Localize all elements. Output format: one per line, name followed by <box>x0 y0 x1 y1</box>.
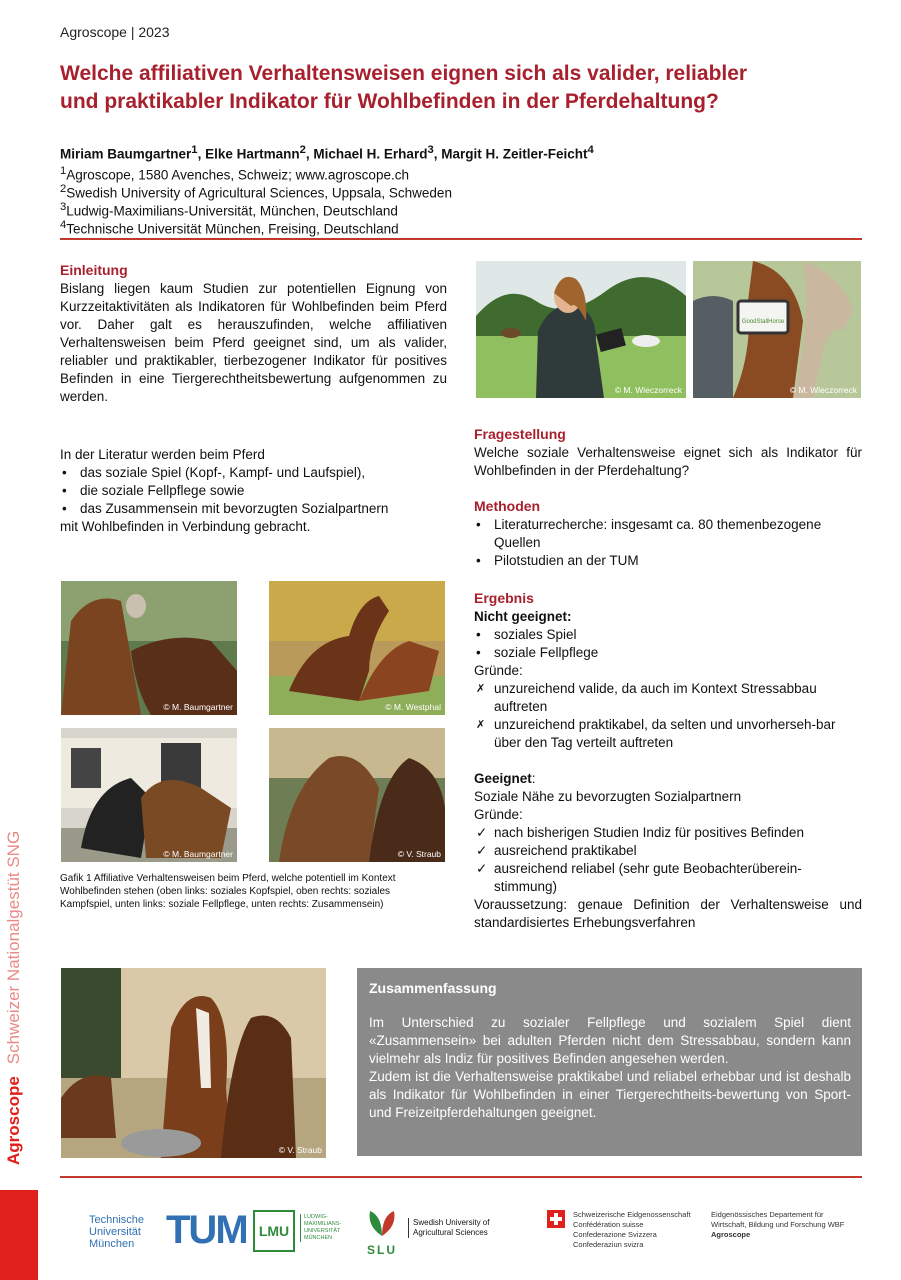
tum-text-line: München <box>89 1238 135 1250</box>
author-sup: 4 <box>587 144 594 156</box>
photo-credit: © M. Baumgartner <box>163 849 233 859</box>
list-item <box>474 680 862 716</box>
photo-credit: © M. Wieczorreck <box>789 385 857 395</box>
methoden-item: Pilotstudien an der TUM <box>494 553 639 568</box>
summary-paragraph-2: Zudem ist die Verhaltensweise praktikabel und reliabel erhebbar und ist deshalb als Indikator für Wohlbefinden in einer Tiergerechtheits-bewertung von Sport- und Freizeitpferdehaltungen geeignet. <box>369 1069 851 1120</box>
tum-text-line: Technische <box>89 1214 145 1226</box>
list-item: • soziale Fellpflege <box>476 645 599 660</box>
poster-title <box>60 60 860 116</box>
photo-credit: © M. Westphal <box>385 702 441 712</box>
lmu-text-line: LUDWIG- <box>304 1214 328 1220</box>
methoden-list <box>474 516 862 570</box>
photo-fight-play <box>269 581 445 715</box>
photo-credit: © V. Straub <box>397 849 441 859</box>
affiliation <box>60 216 399 239</box>
not-reason: unzureichend valide, da auch im Kontext Stressabbau auftreten <box>494 681 817 714</box>
photo-together <box>269 728 445 862</box>
methoden-heading: Methoden <box>474 498 541 514</box>
affiliation-sup: 3 <box>60 201 67 213</box>
author-sup: 3 <box>427 144 434 156</box>
not-suitable-item: soziale Fellpflege <box>494 645 599 660</box>
author-name: Margit H. Zeitler-Feicht <box>441 146 588 162</box>
slu-text-line: Swedish University of <box>413 1218 490 1227</box>
suitable-colon: : <box>531 771 536 786</box>
side-brand: Agroscope <box>4 1076 23 1165</box>
figure-caption: Gafik 1 Affiliative Verhaltensweisen beim Pferd, welche potentiell im Kontext Wohlbefinden stehen (oben links: soziales Kopfspiel, oben rechts: soziales Kampfspiel, unten links: soziale Fellpflege, unten rechts: Zusammensein) <box>60 873 396 910</box>
list-item: • Pilotstudien an der TUM <box>476 553 639 568</box>
author-name: Michael H. Erhard <box>313 146 428 162</box>
suitable-text: Soziale Nähe zu bevorzugten Sozialpartnern <box>474 789 742 804</box>
reasons-label: Gründe: <box>474 807 523 822</box>
einleitung-text: Bislang liegen kaum Studien zur potentiellen Eignung von Kurzzeitaktivitäten als Indikatoren für Wohlbefinden beim Pferd vor. Daher galt es herauszufinden, welche affiliativen Verhaltensweisen beim Pferd geeignet sind, um als valider, reliabler und praktikabler, tierbezogener Indikator für positives Befinden in eine Tiergerechtheitsbewertung aufgenommen zu werden. <box>60 281 447 404</box>
tum-text <box>89 1214 144 1250</box>
photo-art <box>61 581 237 715</box>
photo-credit: © V. Straub <box>278 1145 322 1155</box>
cross-icon: ✗ <box>476 683 486 695</box>
slu-text <box>408 1218 489 1238</box>
photo-grooming <box>61 728 237 862</box>
title-line-2: und praktikabler Indikator für Wohlbefinden in der Pferdehaltung? <box>60 90 719 113</box>
photo-art <box>269 728 445 862</box>
photo-credit: © M. Wieczorreck <box>614 385 682 395</box>
suitable-label <box>474 770 862 788</box>
reasons-label: Gründe: <box>474 663 523 678</box>
department-text <box>711 1210 844 1240</box>
slu-text-line: Agricultural Sciences <box>413 1228 488 1237</box>
not-suitable-label: Nicht geeignet: <box>474 609 572 624</box>
list-item: • die soziale Fellpflege sowie <box>62 483 245 498</box>
dept-line: Eidgenössisches Departement für <box>711 1210 824 1219</box>
author-list: Miriam Baumgartner$^1$, Elke Hartmann$^2$, Michael H. Erhard$^3$, Margit H. Zeitler-Feicht$^4$ <box>60 144 594 162</box>
list-item: • soziales Spiel <box>476 627 577 642</box>
title-line-1: Welche affiliativen Verhaltensweisen eignen sich als valider, reliabler <box>60 62 748 85</box>
list-item <box>474 824 862 842</box>
literature-item: das Zusammensein mit bevorzugten Sozialpartnern <box>80 501 389 516</box>
dept-agroscope: Agroscope <box>711 1230 751 1239</box>
tum-text-line: Universität <box>89 1226 141 1238</box>
list-item: • das soziale Spiel (Kopf-, Kampf- und Laufspiel), <box>62 465 366 480</box>
swiss-line: Confédération suisse <box>573 1220 644 1229</box>
affiliation-text: Technische Universität München, Freising, Deutschland <box>66 221 399 237</box>
fragestellung-text: Welche soziale Verhaltensweise eignet sich als Indikator für Wohlbefinden in der Pferdehaltung? <box>474 445 862 478</box>
divider-bottom <box>60 1176 862 1178</box>
affiliation-sup: 1 <box>60 165 67 177</box>
swiss-line: Confederaziun svizra <box>573 1240 644 1249</box>
literature-intro: In der Literatur werden beim Pferd <box>60 447 265 462</box>
photo-two-horses <box>61 968 326 1158</box>
cross-icon: ✗ <box>476 719 486 731</box>
affiliation-text: Agroscope, 1580 Avenches, Schweiz; www.agroscope.ch <box>66 167 409 183</box>
not-reason: unzureichend praktikabel, da selten und unvorherseh-bar über den Tag verteilt auftreten <box>494 717 836 750</box>
org-year: Agroscope | 2023 <box>60 24 170 40</box>
list-item: • das Zusammensein mit bevorzugten Sozialpartnern <box>62 501 389 516</box>
suitable-label-text: Geeignet <box>474 771 532 786</box>
literature-item: das soziale Spiel (Kopf-, Kampf- und Laufspiel), <box>80 465 366 480</box>
methoden-item: Literaturrecherche: insgesamt ca. 80 themenbezogene Quellen <box>494 517 822 550</box>
yes-reason: ausreichend praktikabel <box>494 843 637 858</box>
swiss-flag-icon <box>547 1210 565 1228</box>
lmu-text-line: UNIVERSITÄT <box>304 1228 341 1234</box>
ergebnis-heading: Ergebnis <box>474 590 534 606</box>
swiss-confederation-text <box>573 1210 691 1250</box>
lmu-text-line: MÜNCHEN <box>304 1235 333 1241</box>
affiliation-text: Swedish University of Agricultural Sciences, Uppsala, Schweden <box>66 185 452 201</box>
tum-logo: TUM <box>166 1208 247 1252</box>
literature-outro: mit Wohlbefinden in Verbindung gebracht. <box>60 519 311 534</box>
photo-art <box>476 261 686 398</box>
tablet-label: GoodStallHorse <box>741 319 785 325</box>
summary-box <box>357 968 862 1156</box>
lmu-logo: LMU <box>253 1210 295 1252</box>
side-label <box>4 831 24 1165</box>
summary-paragraph-1: Im Unterschied zu sozialer Fellpflege und sozialem Spiel dient «Zusammensein» bei adulten Pferden nicht dem Stressabbau, sondern kann vielmehr als Indiz für positives Befinden angesehen werden. <box>369 1015 851 1066</box>
photo-credit: © M. Baumgartner <box>163 702 233 712</box>
yes-reason: ausreichend reliabel (sehr gute Beobachterüberein-stimmung) <box>494 861 802 894</box>
check-icon: ✓ <box>476 825 488 840</box>
slu-mark: SLU <box>367 1243 397 1257</box>
author-sup: 1 <box>191 144 198 156</box>
photo-art <box>61 968 326 1158</box>
literature-item: die soziale Fellpflege sowie <box>80 483 245 498</box>
list-item <box>474 716 862 752</box>
summary-text <box>369 1014 851 1122</box>
photo-art <box>61 728 237 862</box>
affiliation-sup: 2 <box>60 183 67 195</box>
photo-head-play <box>61 581 237 715</box>
fragestellung-heading: Fragestellung <box>474 426 566 442</box>
dept-line: Wirtschaft, Bildung und Forschung WBF <box>711 1220 845 1229</box>
side-red-block <box>0 1190 38 1280</box>
slu-logo <box>362 1206 402 1257</box>
photo-art <box>693 261 861 398</box>
yes-reason: nach bisherigen Studien Indiz für positives Befinden <box>494 825 804 840</box>
ergebnis-block <box>474 608 862 932</box>
literature-block <box>60 446 455 536</box>
lmu-text <box>300 1214 341 1242</box>
list-item: • Literaturrecherche: insgesamt ca. 80 themenbezogene Quellen <box>476 517 822 550</box>
list-item <box>474 842 862 860</box>
leaf-icon <box>362 1206 402 1238</box>
photo-art <box>269 581 445 715</box>
list-item <box>474 860 862 896</box>
summary-heading: Zusammenfassung <box>369 980 497 996</box>
prerequisite: Voraussetzung: genaue Definition der Verhaltensweise und standardisiertes Erhebungsverfahren <box>474 897 862 930</box>
lmu-text-line: MAXIMILIANS- <box>304 1221 342 1227</box>
affiliation-sup: 4 <box>60 219 67 231</box>
photo-woman-tablet-pasture <box>476 261 686 398</box>
author-name: Elke Hartmann <box>205 146 300 162</box>
divider-top <box>60 238 862 240</box>
author-name: Miriam Baumgartner <box>60 146 192 162</box>
side-institute: Schweizer Nationalgestüt SNG <box>4 830 23 1065</box>
check-icon: ✓ <box>476 843 488 858</box>
check-icon: ✓ <box>476 861 488 876</box>
author-sup: 2 <box>299 144 306 156</box>
swiss-line: Schweizerische Eidgenossenschaft <box>573 1210 691 1219</box>
not-suitable-item: soziales Spiel <box>494 627 577 642</box>
photo-tablet-horses <box>693 261 861 398</box>
swiss-line: Confederazione Svizzera <box>573 1230 657 1239</box>
einleitung-heading: Einleitung <box>60 262 128 278</box>
affiliation-text: Ludwig-Maximilians-Universität, München, Deutschland <box>66 203 398 219</box>
